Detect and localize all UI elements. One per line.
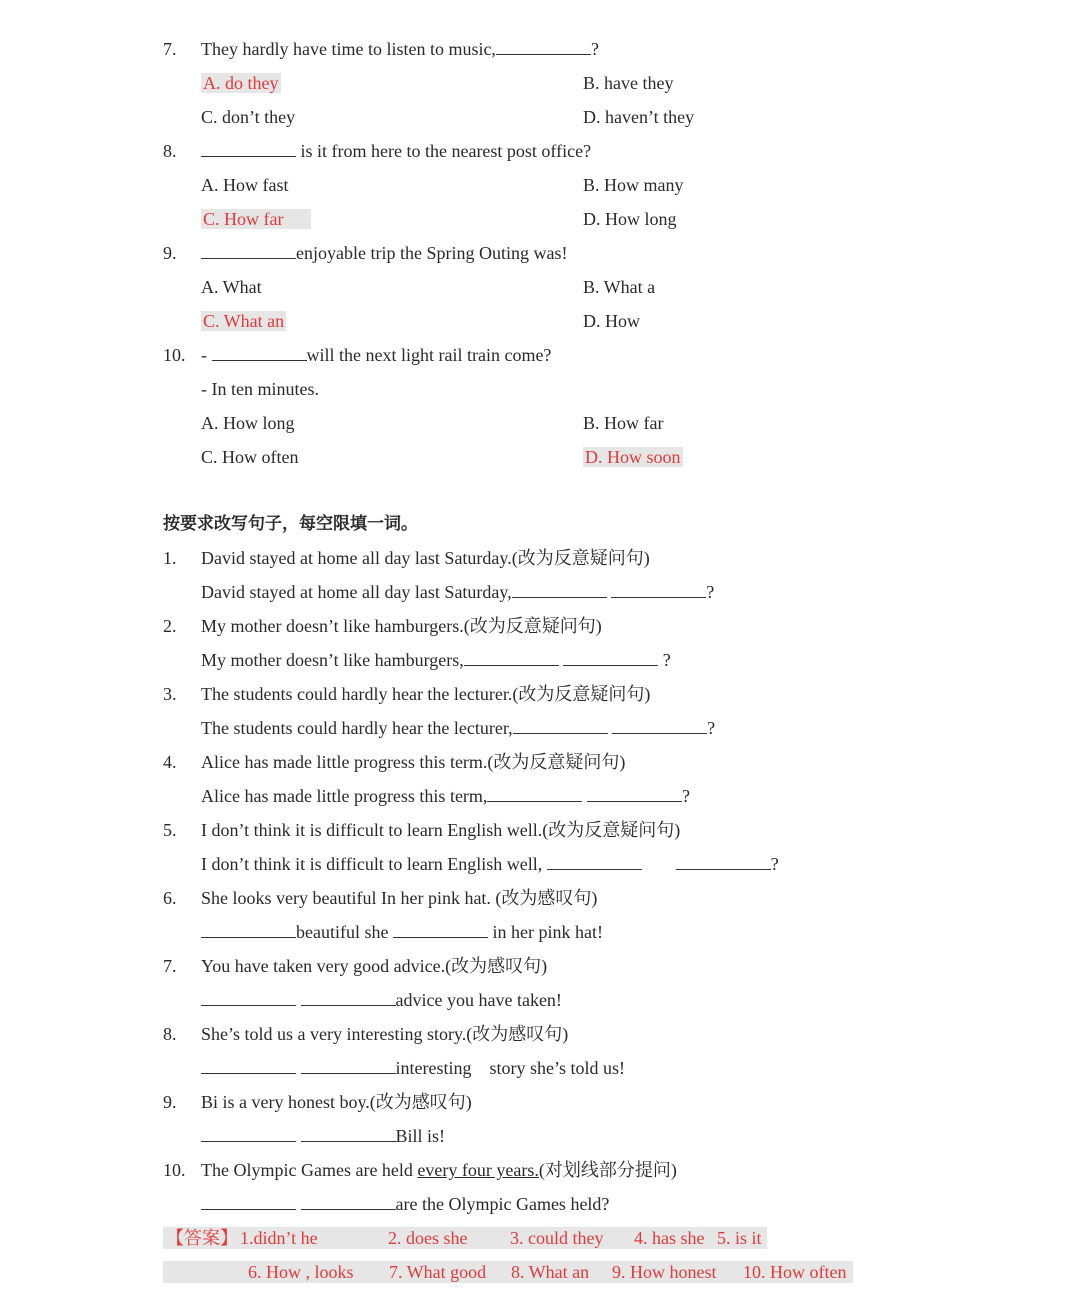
item-answer-line: interesting story she’s told us! bbox=[201, 1056, 625, 1080]
item-prompt: The Olympic Games are held every four years.(对划线部分提问) bbox=[201, 1160, 677, 1180]
answer-blank bbox=[201, 141, 296, 157]
stem-text: is it from here to the nearest post office? bbox=[296, 141, 592, 161]
answer-blank bbox=[496, 39, 591, 55]
answer-blank bbox=[487, 786, 582, 802]
item-number: 5. bbox=[163, 820, 177, 840]
option-c: C. don’t they bbox=[201, 107, 296, 127]
option-d-correct: D. How soon bbox=[585, 447, 681, 467]
stem-text: They hardly have time to listen to music, bbox=[201, 39, 496, 59]
item-prompt: The students could hardly hear the lecturer.(改为反意疑问句) bbox=[201, 684, 651, 704]
answer-blank bbox=[201, 1058, 296, 1074]
item-answer-line: beautiful she in her pink hat! bbox=[201, 920, 603, 944]
question-number: 8. bbox=[163, 141, 177, 161]
answer-blank bbox=[512, 582, 607, 598]
item-answer-line: are the Olympic Games held? bbox=[201, 1192, 609, 1216]
item-prompt: David stayed at home all day last Saturday.(改为反意疑问句) bbox=[201, 548, 650, 568]
item-number: 4. bbox=[163, 752, 177, 772]
item-prompt: I don’t think it is difficult to learn English well.(改为反意疑问句) bbox=[201, 820, 681, 840]
option-d: D. haven’t they bbox=[583, 107, 695, 127]
item-number: 10. bbox=[163, 1160, 186, 1180]
answer-blank bbox=[513, 718, 608, 734]
item-prompt: You have taken very good advice.(改为感叹句) bbox=[201, 956, 548, 976]
item-number: 2. bbox=[163, 616, 177, 636]
answer-blank bbox=[393, 922, 488, 938]
option-a: A. How fast bbox=[201, 175, 289, 195]
item-number: 6. bbox=[163, 888, 177, 908]
answer-blank bbox=[611, 582, 706, 598]
question-number: 9. bbox=[163, 243, 177, 263]
option-b: B. How many bbox=[583, 175, 684, 195]
item-number: 9. bbox=[163, 1092, 177, 1112]
item-prompt: Alice has made little progress this term.(改为反意疑问句) bbox=[201, 752, 626, 772]
answer-blank bbox=[563, 650, 658, 666]
answer-blank bbox=[301, 1126, 396, 1142]
answer-blank bbox=[201, 1194, 296, 1210]
option-d: D. How long bbox=[583, 209, 677, 229]
question-stem bbox=[201, 139, 591, 163]
answer-blank bbox=[612, 718, 707, 734]
item-prompt: My mother doesn’t like hamburgers.(改为反意疑问句) bbox=[201, 616, 602, 636]
item-number: 3. bbox=[163, 684, 177, 704]
answer-4: 4. has she bbox=[634, 1228, 705, 1248]
option-b: B. have they bbox=[583, 73, 674, 93]
answer-blank bbox=[464, 650, 559, 666]
answer-3: 3. could they bbox=[510, 1228, 604, 1248]
question-stem bbox=[201, 37, 599, 61]
option-a-correct: A. do they bbox=[203, 73, 279, 93]
question-number: 10. bbox=[163, 345, 186, 365]
answer-5: 5. is it bbox=[717, 1228, 762, 1248]
dialog-reply: - In ten minutes. bbox=[201, 379, 319, 399]
item-answer-line: Bill is! bbox=[201, 1124, 445, 1148]
answer-blank bbox=[301, 990, 396, 1006]
item-answer-line: David stayed at home all day last Saturday, ? bbox=[201, 582, 715, 602]
item-prompt: She looks very beautiful In her pink hat. (改为感叹句) bbox=[201, 888, 598, 908]
answer-2: 2. does she bbox=[388, 1228, 468, 1248]
answer-blank bbox=[587, 786, 682, 802]
option-c-correct: C. How far bbox=[201, 207, 311, 231]
answer-8: 8. What an bbox=[511, 1262, 590, 1282]
answer-blank bbox=[201, 922, 296, 938]
answer-9: 9. How honest bbox=[612, 1262, 717, 1282]
answer-10: 10. How often bbox=[743, 1262, 847, 1282]
stem-end: ? bbox=[590, 39, 599, 59]
answer-1: 1.didn’t he bbox=[240, 1228, 318, 1248]
item-prompt: Bi is a very honest boy.(改为感叹句) bbox=[201, 1092, 472, 1112]
answer-blank bbox=[212, 345, 307, 361]
answer-key-label: 【答案】 bbox=[166, 1228, 238, 1248]
answer-7: 7. What good bbox=[389, 1262, 487, 1282]
underlined-phrase: every four years. bbox=[417, 1160, 539, 1180]
item-answer-line: The students could hardly hear the lecturer, ? bbox=[201, 718, 716, 738]
option-c: C. How often bbox=[201, 447, 299, 467]
dialog-dash: - bbox=[201, 345, 212, 365]
item-answer-line: advice you have taken! bbox=[201, 988, 562, 1012]
item-number: 1. bbox=[163, 548, 177, 568]
question-number: 7. bbox=[163, 39, 177, 59]
item-answer-line: I don’t think it is difficult to learn English well, ? bbox=[201, 854, 779, 874]
option-c-correct: C. What an bbox=[203, 311, 285, 331]
item-number: 7. bbox=[163, 956, 177, 976]
answer-6: 6. How , looks bbox=[248, 1262, 354, 1282]
stem-text: will the next light rail train come? bbox=[306, 345, 552, 365]
answer-blank bbox=[676, 854, 771, 870]
stem-text: enjoyable trip the Spring Outing was! bbox=[296, 243, 568, 263]
item-answer-line: Alice has made little progress this term, ? bbox=[201, 786, 690, 806]
answer-blank bbox=[301, 1194, 396, 1210]
question-stem bbox=[201, 241, 567, 265]
item-number: 8. bbox=[163, 1024, 177, 1044]
answer-blank bbox=[201, 1126, 296, 1142]
answer-blank bbox=[547, 854, 642, 870]
option-b: B. What a bbox=[583, 277, 656, 297]
option-a: A. How long bbox=[201, 413, 295, 433]
option-d: D. How bbox=[583, 311, 640, 331]
option-b: B. How far bbox=[583, 413, 664, 433]
section-heading: 按要求改写句子，每空限填一词。 bbox=[163, 514, 418, 534]
option-a: A. What bbox=[201, 277, 262, 297]
answer-blank bbox=[201, 243, 296, 259]
item-prompt: She’s told us a very interesting story.(改为感叹句) bbox=[201, 1024, 569, 1044]
answer-blank bbox=[301, 1058, 396, 1074]
item-answer-line: My mother doesn’t like hamburgers, ? bbox=[201, 650, 671, 670]
question-stem bbox=[201, 343, 551, 367]
answer-blank bbox=[201, 990, 296, 1006]
